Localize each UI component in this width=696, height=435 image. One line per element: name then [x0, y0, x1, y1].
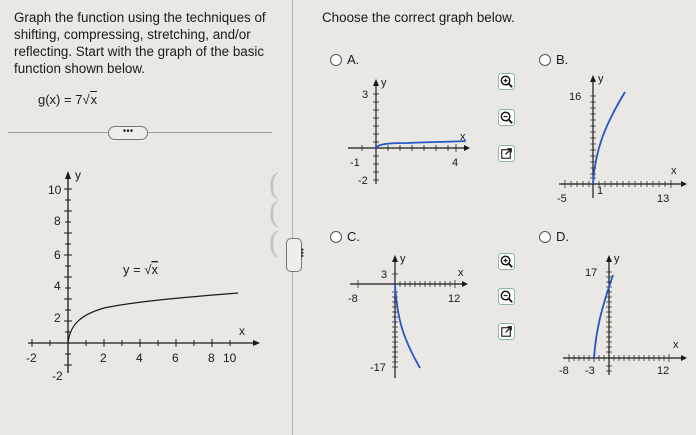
problem-prompt: Graph the function using the techniques of shifting, compressing, stretching, and/or reflecting. Start with the graph of the basic function shown below.: [14, 10, 266, 76]
svg-text:x: x: [458, 267, 464, 279]
svg-text:-3: -3: [585, 365, 595, 377]
y-tick-label: 2: [54, 311, 61, 325]
x-tick-label: 2: [100, 351, 107, 365]
option-a-expand-icon[interactable]: [498, 145, 515, 162]
svg-text:1: 1: [597, 185, 604, 197]
curve-label: y = √x: [123, 262, 158, 277]
y-tick-label: -2: [52, 369, 63, 383]
svg-text:y: y: [381, 77, 387, 89]
basic-function-graph: [18, 165, 268, 390]
option-b-curve: [593, 92, 625, 184]
option-d-radio[interactable]: [539, 231, 551, 243]
decorative-paren: (: [268, 226, 280, 261]
x-tick-label: 4: [136, 351, 143, 365]
svg-text:17: 17: [585, 267, 598, 279]
option-b-label: B.: [556, 52, 569, 67]
question-text: Choose the correct graph below.: [322, 10, 515, 25]
svg-text:y: y: [614, 253, 620, 265]
option-b[interactable]: [539, 52, 568, 67]
svg-text:3: 3: [381, 269, 388, 281]
svg-text:y: y: [598, 73, 604, 85]
option-d-curve: [594, 275, 613, 358]
x-axis-label: x: [239, 324, 245, 338]
option-d-graph: [545, 250, 690, 385]
x-tick-label: 6: [172, 351, 179, 365]
panel-divider: [292, 0, 293, 435]
svg-text:-17: -17: [370, 362, 386, 374]
svg-text:3: 3: [362, 89, 369, 101]
panel-toggle-button[interactable]: •••: [286, 238, 302, 272]
svg-text:12: 12: [448, 293, 461, 305]
function-radicand: x: [90, 92, 98, 107]
svg-text:4: 4: [452, 157, 459, 169]
option-c[interactable]: [330, 229, 360, 244]
more-options-button[interactable]: •••: [108, 126, 148, 140]
option-a[interactable]: [330, 52, 359, 67]
svg-text:13: 13: [657, 193, 670, 205]
option-c-zoom-in-icon[interactable]: [498, 253, 515, 270]
option-a-zoom-in-icon[interactable]: [498, 73, 515, 90]
option-c-label: C.: [347, 229, 360, 244]
svg-text:y: y: [400, 253, 406, 265]
sqrt-curve: [68, 293, 238, 343]
option-a-radio[interactable]: [330, 54, 342, 66]
y-axis-label: y: [75, 168, 81, 182]
svg-text:12: 12: [657, 365, 670, 377]
option-c-curve: [395, 284, 420, 368]
sqrt-symbol: √: [82, 92, 90, 107]
x-tick-label: 8: [208, 351, 215, 365]
option-a-graph: [338, 74, 478, 194]
svg-text:-8: -8: [559, 365, 569, 377]
svg-text:-8: -8: [348, 293, 358, 305]
y-axis-arrow: [65, 171, 71, 179]
option-a-zoom-out-icon[interactable]: [498, 109, 515, 126]
y-tick-label: 8: [54, 214, 61, 228]
decorative-paren: (: [268, 168, 280, 203]
svg-text:-5: -5: [557, 193, 567, 205]
function-expression: [38, 92, 97, 107]
x-tick-label: -2: [26, 351, 37, 365]
option-d[interactable]: [539, 229, 569, 244]
svg-text:x: x: [460, 131, 466, 143]
option-a-label: A.: [347, 52, 360, 67]
decorative-paren: (: [268, 196, 280, 231]
svg-text:-2: -2: [358, 175, 368, 187]
x-axis-arrow: [253, 340, 260, 346]
option-b-graph: [545, 70, 690, 210]
option-b-radio[interactable]: [539, 54, 551, 66]
option-c-zoom-out-icon[interactable]: [498, 288, 515, 305]
svg-text:x: x: [673, 339, 679, 351]
option-c-graph: [338, 250, 478, 385]
y-tick-label: 10: [48, 183, 62, 197]
y-tick-label: 4: [54, 279, 61, 293]
svg-text:x: x: [671, 165, 677, 177]
x-tick-label: 10: [223, 351, 237, 365]
option-c-expand-icon[interactable]: [498, 323, 515, 340]
option-a-curve: [376, 141, 466, 148]
svg-text:-1: -1: [350, 157, 360, 169]
option-d-label: D.: [556, 229, 569, 244]
function-prefix: g(x) = 7: [38, 92, 83, 107]
y-tick-label: 6: [54, 248, 61, 262]
option-c-radio[interactable]: [330, 231, 342, 243]
svg-text:16: 16: [569, 91, 582, 103]
